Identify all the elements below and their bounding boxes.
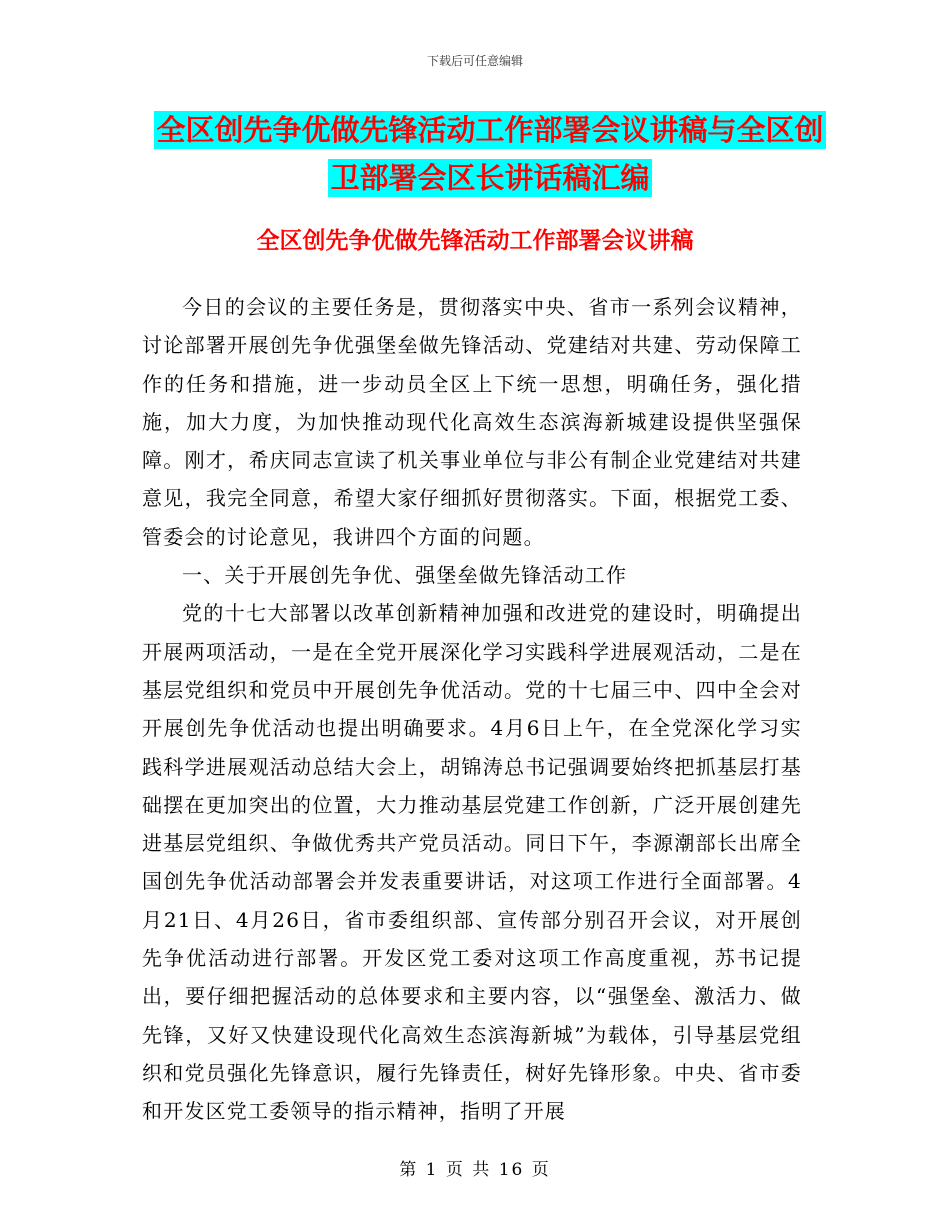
section-title: 全区创先争优做先锋活动工作部署会议讲稿 — [256, 228, 694, 254]
paragraph-heading: 一、关于开展创先争优、强堡垒做先锋活动工作 — [182, 563, 628, 588]
document-title-line-1: 全区创先争优做先锋活动工作部署会议讲稿与全区创 — [156, 113, 824, 147]
paragraph: 党的十七大部署以改革创新精神加强和改进党的建设时，明确提出开展两项活动，一是在全党开展深化学习实践科学进展观活动，二是在基层党组织和党员中开展创先争优活动。党的十七届三中、四中全会对开展创先争优活动也提出明确要求。4月6日上午，在全党深化学习实践科学进展观活动总结大会上，胡锦涛总书记强调要始终把抓基层打基础摆在更加突出的位置，大力推动基层党建工作创新，广泛开展创建先进基层党组织、争做优秀共产党员活动。同日下午，李源潮部长出席全国创先争优活动部署会并发表重要讲话，对这项工作进行全面部署。4月21日、4月26日，省市委组织部、宣传部分别召开会议，对开展创先争优活动进行部署。开发区党工委对这项工作高度重视，苏书记提出，要仔细把握活动的总体要求和主要内容，以“强堡垒、激活力、做先锋，又好又快建设现代化高效生态滨海新城”为载体，引导基层党组织和党员强化先锋意识，履行先锋责任，树好先锋形象。中央、省市委和开发区党工委领导的指示精神，指明了开展 — [142, 601, 802, 1124]
page-footer: 第 1 页 共 16 页 — [399, 1160, 551, 1180]
document-title — [140, 106, 840, 202]
paragraph: 今日的会议的主要任务是，贯彻落实中央、省市一系列会议精神，讨论部署开展创先争优强堡垒做先锋活动、党建结对共建、劳动保障工作的任务和措施，进一步动员全区上下统一思想，明确任务，强化措施，加大力度，为加快推动现代化高效生态滨海新城建设提供坚强保障。刚才，希庆同志宣读了机关事业单位与非公有制企业党建结对共建意见，我完全同意，希望大家仔细抓好贯彻落实。下面，根据党工委、管委会的讨论意见，我讲四个方面的问题。 — [142, 295, 802, 549]
header-note: 下载后可任意编辑 — [426, 54, 523, 68]
body-text — [142, 288, 802, 1131]
document-title-line-2: 卫部署会区长讲话稿汇编 — [330, 161, 650, 195]
